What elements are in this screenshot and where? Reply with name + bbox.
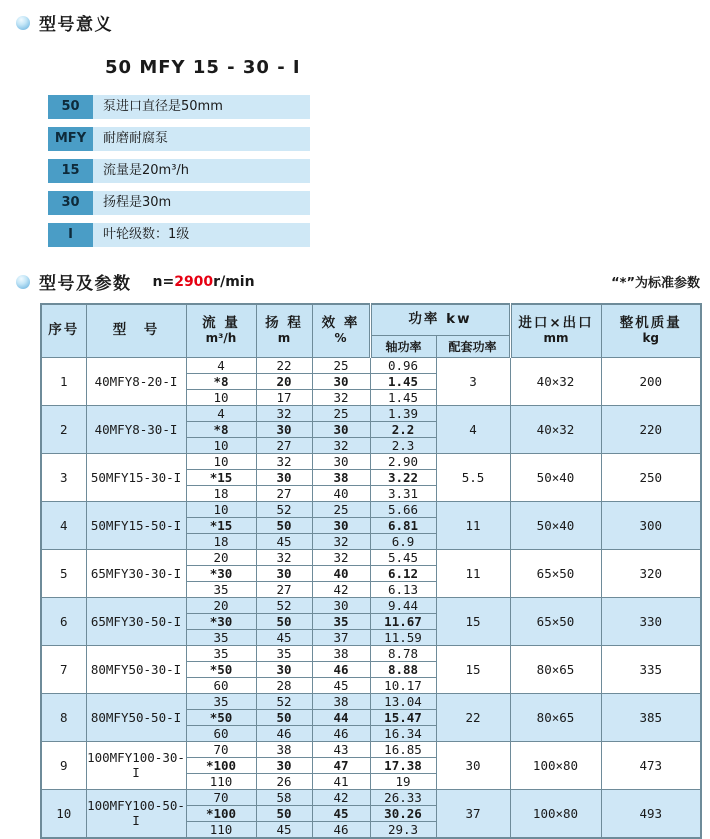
cell-efficiency: 45 [312,677,370,693]
cell-efficiency: 41 [312,773,370,789]
cell-head: 30 [256,421,312,437]
legend-desc: 泵进口直径是50mm [93,95,310,119]
cell-head: 30 [256,757,312,773]
cell-flow: 10 [186,389,256,405]
cell-shaft-power: 11.67 [370,613,436,629]
cell-flow: 10 [186,501,256,517]
legend-desc: 扬程是30m [93,191,310,215]
cell-model: 65MFY30-30-I [86,549,186,597]
cell-flow: 110 [186,821,256,838]
col-header-power-group: 功率 kw [370,304,510,335]
cell-efficiency: 38 [312,469,370,485]
cell-shaft-power: 8.78 [370,645,436,661]
section-header [0,255,710,294]
legend-row [48,191,310,215]
cell-shaft-power: 1.45 [370,389,436,405]
cell-flow: 35 [186,645,256,661]
cell-head: 26 [256,773,312,789]
section-header [0,0,710,35]
table-row [41,741,701,757]
legend-row [48,95,310,119]
cell-model: 40MFY8-30-I [86,405,186,453]
cell-head: 52 [256,501,312,517]
cell-flow: 4 [186,357,256,373]
speed-value: 2900 [174,273,214,290]
cell-weight: 385 [601,693,701,741]
cell-efficiency: 30 [312,421,370,437]
cell-efficiency: 30 [312,453,370,469]
table-row [41,645,701,661]
cell-flow: 60 [186,677,256,693]
cell-head: 45 [256,821,312,838]
cell-efficiency: 32 [312,533,370,549]
cell-shaft-power: 3.31 [370,485,436,501]
cell-port: 80×65 [510,645,601,693]
cell-shaft-power: 15.47 [370,709,436,725]
cell-port: 50×40 [510,501,601,549]
cell-head: 50 [256,517,312,533]
table-row [41,357,701,373]
legend-row [48,127,310,151]
table-header [41,304,701,357]
cell-flow: *8 [186,421,256,437]
cell-efficiency: 45 [312,805,370,821]
cell-matched-power: 11 [436,549,510,597]
cell-shaft-power: 13.04 [370,693,436,709]
example-model-code: 50 MFY 15 - 30 - I [105,57,301,78]
cell-head: 30 [256,469,312,485]
cell-no: 10 [41,789,86,838]
cell-flow: 70 [186,789,256,805]
table-row [41,405,701,421]
col-header-model: 型 号 [86,304,186,357]
cell-weight: 330 [601,597,701,645]
cell-model: 40MFY8-20-I [86,357,186,405]
params-table-body [41,357,701,838]
table-row [41,693,701,709]
rated-speed: n=2900r/min [152,273,255,290]
section-title: 型号意义 [39,15,113,35]
cell-flow: *8 [186,373,256,389]
cell-no: 1 [41,357,86,405]
cell-model: 100MFY100-50-I [86,789,186,838]
cell-flow: *50 [186,709,256,725]
model-meaning-legend [48,95,310,247]
parameters-table [40,303,702,839]
cell-port: 40×32 [510,405,601,453]
cell-matched-power: 11 [436,501,510,549]
cell-head: 38 [256,741,312,757]
sphere-bullet-icon [16,16,30,30]
cell-head: 27 [256,485,312,501]
cell-port: 100×80 [510,789,601,838]
cell-shaft-power: 0.96 [370,357,436,373]
cell-efficiency: 44 [312,709,370,725]
table-row [41,789,701,805]
cell-efficiency: 43 [312,741,370,757]
cell-flow: 20 [186,597,256,613]
cell-shaft-power: 2.2 [370,421,436,437]
cell-shaft-power: 17.38 [370,757,436,773]
cell-efficiency: 46 [312,661,370,677]
cell-weight: 250 [601,453,701,501]
cell-port: 50×40 [510,453,601,501]
col-header-flow: 流 量 m³/h [186,304,256,357]
sphere-bullet-icon [16,275,30,289]
legend-desc: 耐磨耐腐泵 [93,127,310,151]
col-header-head: 扬 程 m [256,304,312,357]
legend-code: 50 [48,95,93,119]
legend-code: 15 [48,159,93,183]
cell-efficiency: 30 [312,373,370,389]
cell-flow: 35 [186,581,256,597]
cell-efficiency: 42 [312,581,370,597]
cell-flow: 20 [186,549,256,565]
cell-efficiency: 25 [312,501,370,517]
cell-no: 6 [41,597,86,645]
col-header-port: 进口×出口 mm [510,304,601,357]
cell-weight: 493 [601,789,701,838]
cell-shaft-power: 1.39 [370,405,436,421]
cell-shaft-power: 2.3 [370,437,436,453]
cell-efficiency: 32 [312,437,370,453]
cell-flow: *30 [186,613,256,629]
col-header-matched-power: 配套功率 [436,335,510,357]
cell-no: 9 [41,741,86,789]
cell-efficiency: 42 [312,789,370,805]
table-row [41,549,701,565]
cell-flow: 70 [186,741,256,757]
col-header-weight: 整机质量 kg [601,304,701,357]
cell-port: 40×32 [510,357,601,405]
cell-efficiency: 32 [312,389,370,405]
cell-head: 35 [256,645,312,661]
cell-port: 65×50 [510,549,601,597]
cell-head: 32 [256,405,312,421]
legend-row [48,223,310,247]
table-row [41,597,701,613]
cell-head: 27 [256,581,312,597]
cell-matched-power: 4 [436,405,510,453]
cell-flow: 4 [186,405,256,421]
table-row [41,501,701,517]
cell-matched-power: 15 [436,597,510,645]
cell-head: 45 [256,533,312,549]
section-title: 型号及参数 [39,274,132,294]
cell-head: 27 [256,437,312,453]
cell-efficiency: 38 [312,645,370,661]
legend-row [48,159,310,183]
cell-matched-power: 3 [436,357,510,405]
col-header-no: 序号 [41,304,86,357]
cell-weight: 320 [601,549,701,597]
cell-head: 50 [256,805,312,821]
cell-efficiency: 37 [312,629,370,645]
cell-efficiency: 25 [312,357,370,373]
cell-shaft-power: 3.22 [370,469,436,485]
table-row [41,453,701,469]
cell-shaft-power: 1.45 [370,373,436,389]
cell-head: 30 [256,661,312,677]
cell-weight: 300 [601,501,701,549]
cell-matched-power: 15 [436,645,510,693]
cell-port: 100×80 [510,741,601,789]
cell-head: 50 [256,709,312,725]
legend-code: MFY [48,127,93,151]
cell-model: 65MFY30-50-I [86,597,186,645]
cell-no: 7 [41,645,86,693]
cell-shaft-power: 16.85 [370,741,436,757]
cell-flow: *100 [186,757,256,773]
cell-efficiency: 38 [312,693,370,709]
cell-matched-power: 30 [436,741,510,789]
cell-port: 65×50 [510,597,601,645]
cell-flow: 35 [186,693,256,709]
cell-flow: *15 [186,469,256,485]
cell-head: 17 [256,389,312,405]
cell-model: 50MFY15-50-I [86,501,186,549]
cell-shaft-power: 30.26 [370,805,436,821]
cell-matched-power: 5.5 [436,453,510,501]
cell-head: 52 [256,597,312,613]
cell-head: 32 [256,453,312,469]
cell-efficiency: 35 [312,613,370,629]
cell-head: 22 [256,357,312,373]
cell-efficiency: 32 [312,549,370,565]
cell-head: 46 [256,725,312,741]
cell-efficiency: 46 [312,725,370,741]
cell-head: 20 [256,373,312,389]
cell-head: 28 [256,677,312,693]
cell-shaft-power: 6.81 [370,517,436,533]
cell-no: 4 [41,501,86,549]
col-header-shaft-power: 轴功率 [370,335,436,357]
cell-head: 32 [256,549,312,565]
cell-flow: *30 [186,565,256,581]
cell-model: 80MFY50-50-I [86,693,186,741]
cell-shaft-power: 5.45 [370,549,436,565]
legend-code: I [48,223,93,247]
cell-model: 50MFY15-30-I [86,453,186,501]
cell-shaft-power: 10.17 [370,677,436,693]
cell-efficiency: 25 [312,405,370,421]
cell-shaft-power: 2.90 [370,453,436,469]
cell-flow: 60 [186,725,256,741]
cell-port: 80×65 [510,693,601,741]
cell-efficiency: 40 [312,565,370,581]
cell-weight: 200 [601,357,701,405]
cell-efficiency: 47 [312,757,370,773]
cell-flow: 10 [186,453,256,469]
cell-flow: 18 [186,485,256,501]
cell-shaft-power: 6.12 [370,565,436,581]
model-meaning-section [0,0,710,247]
cell-shaft-power: 29.3 [370,821,436,838]
cell-shaft-power: 6.13 [370,581,436,597]
col-header-efficiency: 效 率 % [312,304,370,357]
cell-head: 50 [256,613,312,629]
cell-flow: 110 [186,773,256,789]
cell-head: 52 [256,693,312,709]
cell-no: 8 [41,693,86,741]
cell-weight: 335 [601,645,701,693]
cell-flow: 10 [186,437,256,453]
parameters-section [0,255,710,839]
cell-no: 2 [41,405,86,453]
cell-shaft-power: 19 [370,773,436,789]
cell-shaft-power: 16.34 [370,725,436,741]
cell-weight: 220 [601,405,701,453]
cell-model: 100MFY100-30-I [86,741,186,789]
cell-shaft-power: 11.59 [370,629,436,645]
cell-head: 45 [256,629,312,645]
legend-code: 30 [48,191,93,215]
cell-shaft-power: 8.88 [370,661,436,677]
cell-efficiency: 40 [312,485,370,501]
cell-shaft-power: 6.9 [370,533,436,549]
cell-head: 58 [256,789,312,805]
legend-desc: 流量是20m³/h [93,159,310,183]
cell-shaft-power: 9.44 [370,597,436,613]
cell-efficiency: 46 [312,821,370,838]
standard-parameter-note: “*”为标准参数 [611,276,700,291]
cell-no: 3 [41,453,86,501]
cell-efficiency: 30 [312,597,370,613]
cell-flow: *100 [186,805,256,821]
cell-flow: 35 [186,629,256,645]
legend-desc: 叶轮级数：1级 [93,223,310,247]
cell-no: 5 [41,549,86,597]
cell-model: 80MFY50-30-I [86,645,186,693]
cell-weight: 473 [601,741,701,789]
cell-shaft-power: 26.33 [370,789,436,805]
cell-efficiency: 30 [312,517,370,533]
cell-shaft-power: 5.66 [370,501,436,517]
cell-head: 30 [256,565,312,581]
cell-matched-power: 37 [436,789,510,838]
cell-flow: 18 [186,533,256,549]
cell-flow: *15 [186,517,256,533]
cell-flow: *50 [186,661,256,677]
cell-matched-power: 22 [436,693,510,741]
